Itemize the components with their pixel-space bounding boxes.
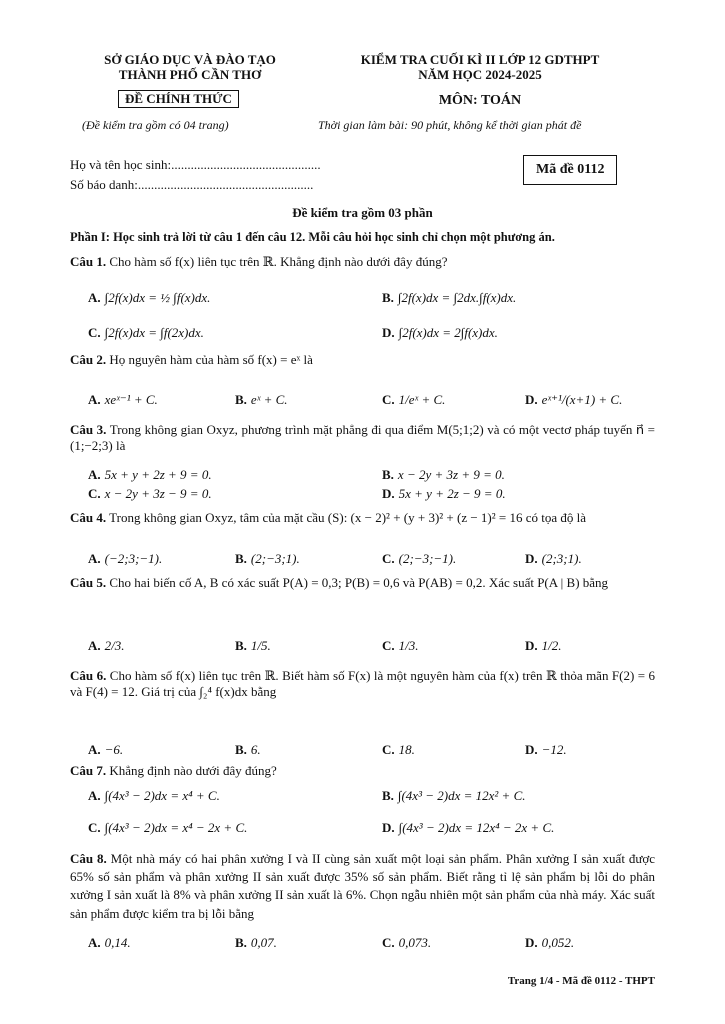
q8-option-a[interactable]: A. 0,14. bbox=[88, 935, 131, 950]
q7-option-b[interactable]: B. ∫(4x³ − 2)dx = 12x² + C. bbox=[382, 788, 526, 803]
department-name: SỞ GIÁO DỤC VÀ ĐÀO TẠO bbox=[104, 52, 276, 67]
q4-option-a[interactable]: A. (−2;3;−1). bbox=[88, 551, 163, 566]
q6-option-d[interactable]: D. −12. bbox=[525, 742, 567, 757]
q1-option-c[interactable]: C. ∫2f(x)dx = ∫f(2x)dx. bbox=[88, 325, 204, 340]
q8-option-d[interactable]: D. 0,052. bbox=[525, 935, 575, 950]
student-id-line: Số báo danh:...................................................... bbox=[70, 177, 314, 192]
q2-option-a[interactable]: A. xeˣ⁻¹ + C. bbox=[88, 392, 158, 407]
q5-option-c[interactable]: C. 1/3. bbox=[382, 638, 419, 653]
q1-option-a[interactable]: A. ∫2f(x)dx = ½ ∫f(x)dx. bbox=[88, 290, 211, 305]
time-note: Thời gian làm bài: 90 phút, không kể thời gian phát đề bbox=[318, 118, 582, 132]
question-1: Câu 1. Cho hàm số f(x) liên tục trên ℝ. Khẳng định nào dưới đây đúng? bbox=[70, 254, 448, 269]
part1-instructions: Phần I: Học sinh trả lời từ câu 1 đến câu 12. Mỗi câu hỏi học sinh chỉ chọn một phương án. bbox=[70, 230, 555, 244]
q2-option-b[interactable]: B. eˣ + C. bbox=[235, 392, 288, 407]
q7-option-d[interactable]: D. ∫(4x³ − 2)dx = 12x⁴ − 2x + C. bbox=[382, 820, 555, 835]
q3-option-b[interactable]: B. x − 2y + 3z + 9 = 0. bbox=[382, 467, 505, 482]
q1-option-b[interactable]: B. ∫2f(x)dx = ∫2dx.∫f(x)dx. bbox=[382, 290, 517, 305]
intro-line: Đề kiểm tra gồm 03 phần bbox=[292, 205, 433, 220]
q6-option-b[interactable]: B. 6. bbox=[235, 742, 261, 757]
q7-option-a[interactable]: A. ∫(4x³ − 2)dx = x⁴ + C. bbox=[88, 788, 220, 803]
question-5: Câu 5. Cho hai biến cố A, B có xác suất P(A) = 0,3; P(B) = 0,6 và P(AB) = 0,2. Xác suất P(A | B) bằng bbox=[70, 575, 609, 590]
student-name-line: Họ và tên học sinh:.............................................. bbox=[70, 157, 321, 172]
q8-option-b[interactable]: B. 0,07. bbox=[235, 935, 277, 950]
exam-title: KIỂM TRA CUỐI KÌ II LỚP 12 GDTHPT bbox=[360, 52, 600, 67]
q5-option-b[interactable]: B. 1/5. bbox=[235, 638, 271, 653]
pages-note: (Đề kiểm tra gồm có 04 trang) bbox=[82, 118, 229, 132]
q4-option-d[interactable]: D. (2;3;1). bbox=[525, 551, 582, 566]
q3-option-c[interactable]: C. x − 2y + 3z − 9 = 0. bbox=[88, 486, 212, 501]
q3-option-d[interactable]: D. 5x + y + 2z − 9 = 0. bbox=[382, 486, 506, 501]
q5-option-d[interactable]: D. 1/2. bbox=[525, 638, 562, 653]
q1-option-d[interactable]: D. ∫2f(x)dx = 2∫f(x)dx. bbox=[382, 325, 498, 340]
q3-option-a[interactable]: A. 5x + y + 2z + 9 = 0. bbox=[88, 467, 212, 482]
question-2: Câu 2. Họ nguyên hàm của hàm số f(x) = eˣ là bbox=[70, 352, 313, 367]
q4-option-b[interactable]: B. (2;−3;1). bbox=[235, 551, 300, 566]
q2-option-c[interactable]: C. 1/eˣ + C. bbox=[382, 392, 446, 407]
subject-title: MÔN: TOÁN bbox=[438, 93, 522, 108]
city-name: THÀNH PHỐ CẦN THƠ bbox=[118, 67, 262, 82]
q4-option-c[interactable]: C. (2;−3;−1). bbox=[382, 551, 457, 566]
school-year: NĂM HỌC 2024-2025 bbox=[418, 67, 542, 82]
page-footer: Trang 1/4 - Mã đề 0112 - THPT bbox=[507, 975, 655, 987]
question-8: Câu 8. Một nhà máy có hai phân xưởng I và II cùng sản xuất một loại sản phẩm. Phân xưởng I sản xuất được 65% số sản phẩm và phân xưởng II sản xuất được 35% số sản phẩm. Biết rằng tỉ lệ sản phẩm bị lỗi do phân xưởng I sản xuất là 8% và phân xưởng II sản xuất là 6%. Chọn ngẫu nhiên một sản phẩm của nhà máy. Xác suất sản phẩm được kiểm tra bị lỗi bằng bbox=[70, 851, 656, 921]
q7-option-c[interactable]: C. ∫(4x³ − 2)dx = x⁴ − 2x + C. bbox=[88, 820, 248, 835]
q8-option-c[interactable]: C. 0,073. bbox=[382, 935, 432, 950]
q6-option-a[interactable]: A. −6. bbox=[88, 742, 124, 757]
q5-option-a[interactable]: A. 2/3. bbox=[88, 638, 125, 653]
q2-option-d[interactable]: D. eˣ⁺¹/(x+1) + C. bbox=[525, 392, 623, 407]
question-6: Câu 6. Cho hàm số f(x) liên tục trên ℝ. Biết hàm số F(x) là một nguyên hàm của f(x) trên ℝ thỏa mãn F(2) = 6 và F(4) = 12. Giá trị của ∫₂⁴ f(x)dx bằng bbox=[70, 668, 656, 700]
question-3: Câu 3. Trong không gian Oxyz, phương trình mặt phẳng đi qua điểm M(5;1;2) và có một vectơ pháp tuyến n⃗ = (1;−2;3) là bbox=[70, 422, 656, 454]
question-7: Câu 7. Khẳng định nào dưới đây đúng? bbox=[70, 763, 277, 778]
exam-code-box: Mã đề 0112 bbox=[523, 155, 617, 185]
official-badge: ĐỀ CHÍNH THỨC bbox=[118, 90, 239, 108]
q6-option-c[interactable]: C. 18. bbox=[382, 742, 415, 757]
question-4: Câu 4. Trong không gian Oxyz, tâm của mặt cầu (S): (x − 2)² + (y + 3)² + (z − 1)² = 16 có tọa độ là bbox=[70, 510, 587, 525]
